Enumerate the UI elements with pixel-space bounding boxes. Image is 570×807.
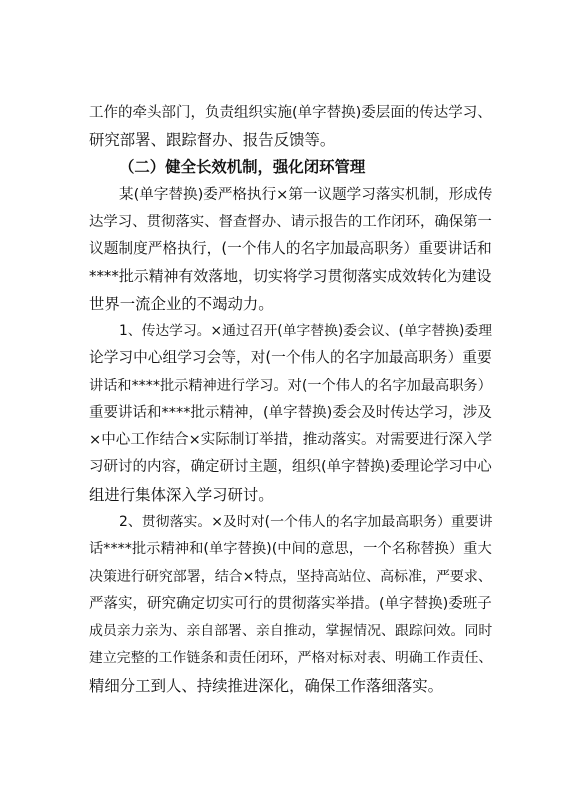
section-heading: （二）健全长效机制，强化闭环管理 xyxy=(119,158,366,176)
text-line: 话****批示精神和(单字替换)(中间的意思，一个名称替换）重大 xyxy=(89,541,492,557)
text-line: 讲话和****批示精神进行学习。对(一个伟人的名字加最高职务） xyxy=(89,378,492,394)
text-line: 世界一流企业的不竭动力。 xyxy=(89,295,274,313)
text-line: 1、传达学习。×通过召开(单字替换)委会议、(单字替换)委理 xyxy=(119,323,492,339)
text-line: ×中心工作结合×实际制订举措，推动落实。对需要进行深入学 xyxy=(89,431,493,448)
text-line: 2、贯彻落实。×及时对(一个伟人的名字加最高职务）重要讲 xyxy=(119,514,493,530)
text-line: 工作的牵头部门，负责组织实施(单字替换)委层面的传达学习、 xyxy=(89,105,492,121)
text-line: 议题制度严格执行，(一个伟人的名字加最高职务）重要讲话和 xyxy=(89,240,492,257)
text-line: 决策进行研究部署，结合×特点，坚持高站位、高标准，严要求、 xyxy=(89,569,492,585)
text-line: 组进行集体深入学习研讨。 xyxy=(89,486,274,504)
text-line: 严落实，研究确定切实可行的贯彻落实举措。(单字替换)委班子 xyxy=(89,596,492,612)
text-line: 习研讨的内容，确定研讨主题，组织(单字替换)委理论学习中心 xyxy=(89,459,492,475)
text-line: 达学习、贯彻落实、督查督办、请示报告的工作闭环，确保第一 xyxy=(89,214,492,230)
text-line: ****批示精神有效落地，切实将学习贯彻落实成效转化为建设 xyxy=(89,267,492,285)
text-line: 研究部署、跟踪督办、报告反馈等。 xyxy=(89,131,336,149)
text-line: 成员亲力亲为、亲自部署、亲自推动，掌握情况、跟踪问效。同时 xyxy=(89,623,493,639)
text-line: 论学习中心组学习会等，对(一个伟人的名字加最高职务）重要 xyxy=(89,349,492,366)
text-line: 某(单字替换)委严格执行×第一议题学习落实机制，形成传 xyxy=(119,186,493,203)
text-line: 建立完整的工作链条和责任闭环，严格对标对表、明确工作责任、 xyxy=(89,650,493,666)
text-line: 精细分工到人、持续推进深化，确保工作落细落实。 xyxy=(89,677,443,695)
text-line: 重要讲话和****批示精神，(单字替换)委会及时传达学习，涉及 xyxy=(89,405,492,421)
